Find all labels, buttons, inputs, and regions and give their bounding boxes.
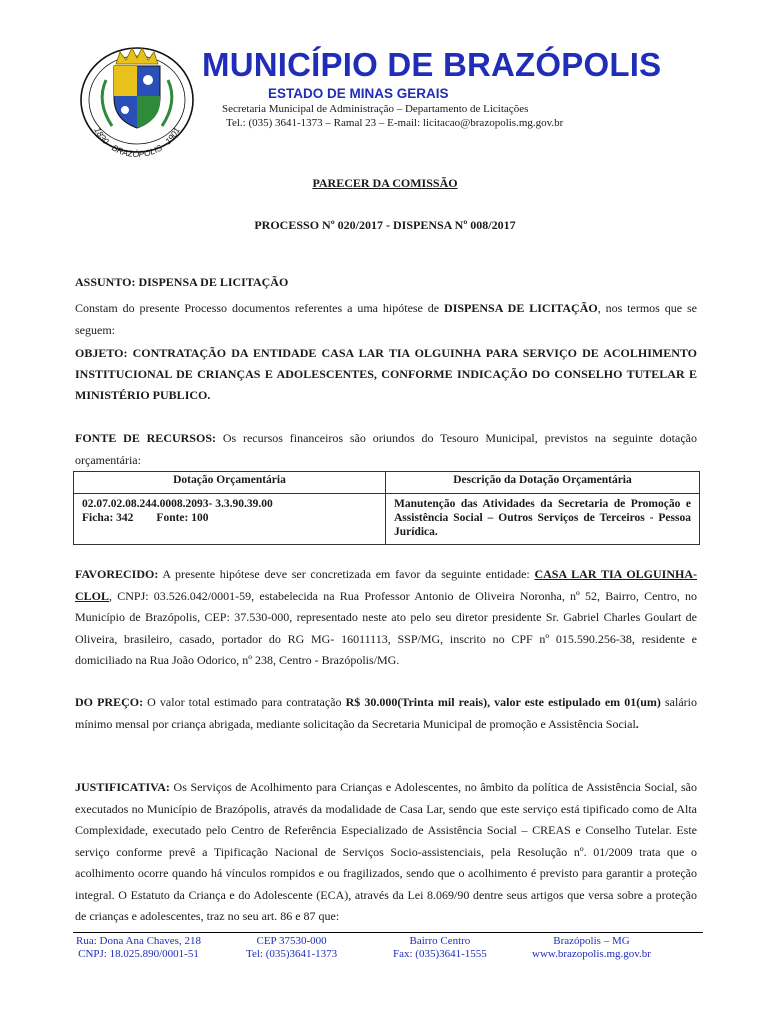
table-header-description: Descrição da Dotação Orçamentária: [386, 472, 700, 494]
subject-line: ASSUNTO: DISPENSA DE LICITAÇÃO: [75, 275, 289, 289]
municipality-title: MUNICÍPIO DE BRAZÓPOLIS: [202, 46, 662, 83]
document-heading: PARECER DA COMISSÃO: [312, 176, 458, 190]
intro-paragraph: Constam do presente Processo documentos referentes a uma hipótese de DISPENSA DE LICITAÇÃO, nos termos que se seguem:: [75, 301, 697, 337]
table-header-allocation: Dotação Orçamentária: [74, 472, 386, 494]
footer-bairro-fax: Bairro Centro Fax: (035)3641-1555: [393, 935, 487, 960]
footer-cep-tel: CEP 37530-000 Tel: (035)3641-1373: [246, 935, 338, 960]
object-paragraph: OBJETO: CONTRATAÇÃO DA ENTIDADE CASA LAR TIA OLGUINHA PARA SERVIÇO DE ACOLHIMENTO INSTITUCIONAL DE CRIANÇAS E ADOLESCENTES, CONFORME INDICAÇÃO DO CONSELHO TUTELAR E MINISTÉRIO PUBLICO.: [75, 346, 697, 402]
funding-paragraph: FONTE DE RECURSOS: Os recursos financeiros são oriundos do Tesouro Municipal, previstos na seguinte dotação orçamentária:: [75, 431, 697, 467]
description-cell: Manutenção das Atividades da Secretaria de Promoção e Assistência Social – Outros Serviços de Terceiros - Pessoa Jurídica.: [386, 494, 700, 545]
budget-table: [73, 471, 700, 545]
justification-paragraph: JUSTIFICATIVA: Os Serviços de Acolhimento para Crianças e Adolescentes, no âmbito da política de Assistência Social, são executados no Município de Brazópolis, através da modalidade de Casa Lar, sendo que este serviço está tipificado como de Alta Complexidade, executado pelo Centro de Referência Especializado de Assistência Social – CREAS e Conselho Tutelar. Este serviço conforme prevê a Tipificação Nacional de Serviços Socio-assistenciais, pela Resolução nº. 01/2009 trata que o acolhimento ocorre quando há vínculos rompidos e ou fragilizados, sendo que o acolhimento é previsto para garantir a proteção integral. O Estatuto da Criança e do Adolescente (ECA), através da Lei 8.069/90 dentre seus artigos que versa sobre a proteção de crianças e adolescentes, traz no seu art. 86 e 87 que:: [75, 780, 697, 923]
municipal-seal-icon: [76, 40, 198, 162]
contact-line: Tel.: (035) 3641-1373 – Ramal 23 – E-mail: licitacao@brazopolis.mg.gov.br: [226, 117, 564, 129]
price-paragraph: DO PREÇO: O valor total estimado para contratação R$ 30.000(Trinta mil reais), valor este estipulado em 01(um) salário mínimo mensal por criança abrigada, mediante solicitação da Secretaria Municipal de promoção e Assistência Social.: [75, 695, 697, 731]
process-number: PROCESSO Nº 020/2017 - DISPENSA Nº 008/2017: [254, 218, 516, 232]
svg-text:1830 · BRAZÓPOLIS · 1901: 1830 · BRAZÓPOLIS · 1901: [92, 125, 182, 160]
allocation-cell: 02.07.02.08.244.0008.2093- 3.3.90.39.00 Ficha: 342 Fonte: 100: [74, 494, 386, 545]
footer-address: Rua: Dona Ana Chaves, 218 CNPJ: 18.025.890/0001-51: [76, 935, 201, 960]
beneficiary-paragraph: FAVORECIDO: A presente hipótese deve ser concretizada em favor da seguinte entidade: CASA LAR TIA OLGUINHA-CLOL, CNPJ: 03.526.042/0001-59, estabelecida na Rua Professor Antonio de Oliveira Noronha, nº 52, Bairro, Centro, no Município de Brazópolis, CEP: 37.530-000, representado neste ato pelo seu diretor presidente Sr. Gabriel Charles Goulart de Oliveira, brasileiro, casado, portador do RG MG- 16011113, SSP/MG, inscrito no CPF nº 015.590.256-38, residente e domiciliado na Rua João Odorico, nº 238, Centro - Brazópolis/MG.: [75, 567, 697, 667]
footer-city-website: Brazópolis – MG www.brazopolis.mg.gov.br: [532, 935, 651, 960]
state-subtitle: ESTADO DE MINAS GERAIS: [268, 86, 449, 101]
table-row: [74, 494, 700, 545]
footer-divider: [73, 932, 703, 933]
department-line: Secretaria Municipal de Administração – Departamento de Licitações: [222, 103, 529, 115]
